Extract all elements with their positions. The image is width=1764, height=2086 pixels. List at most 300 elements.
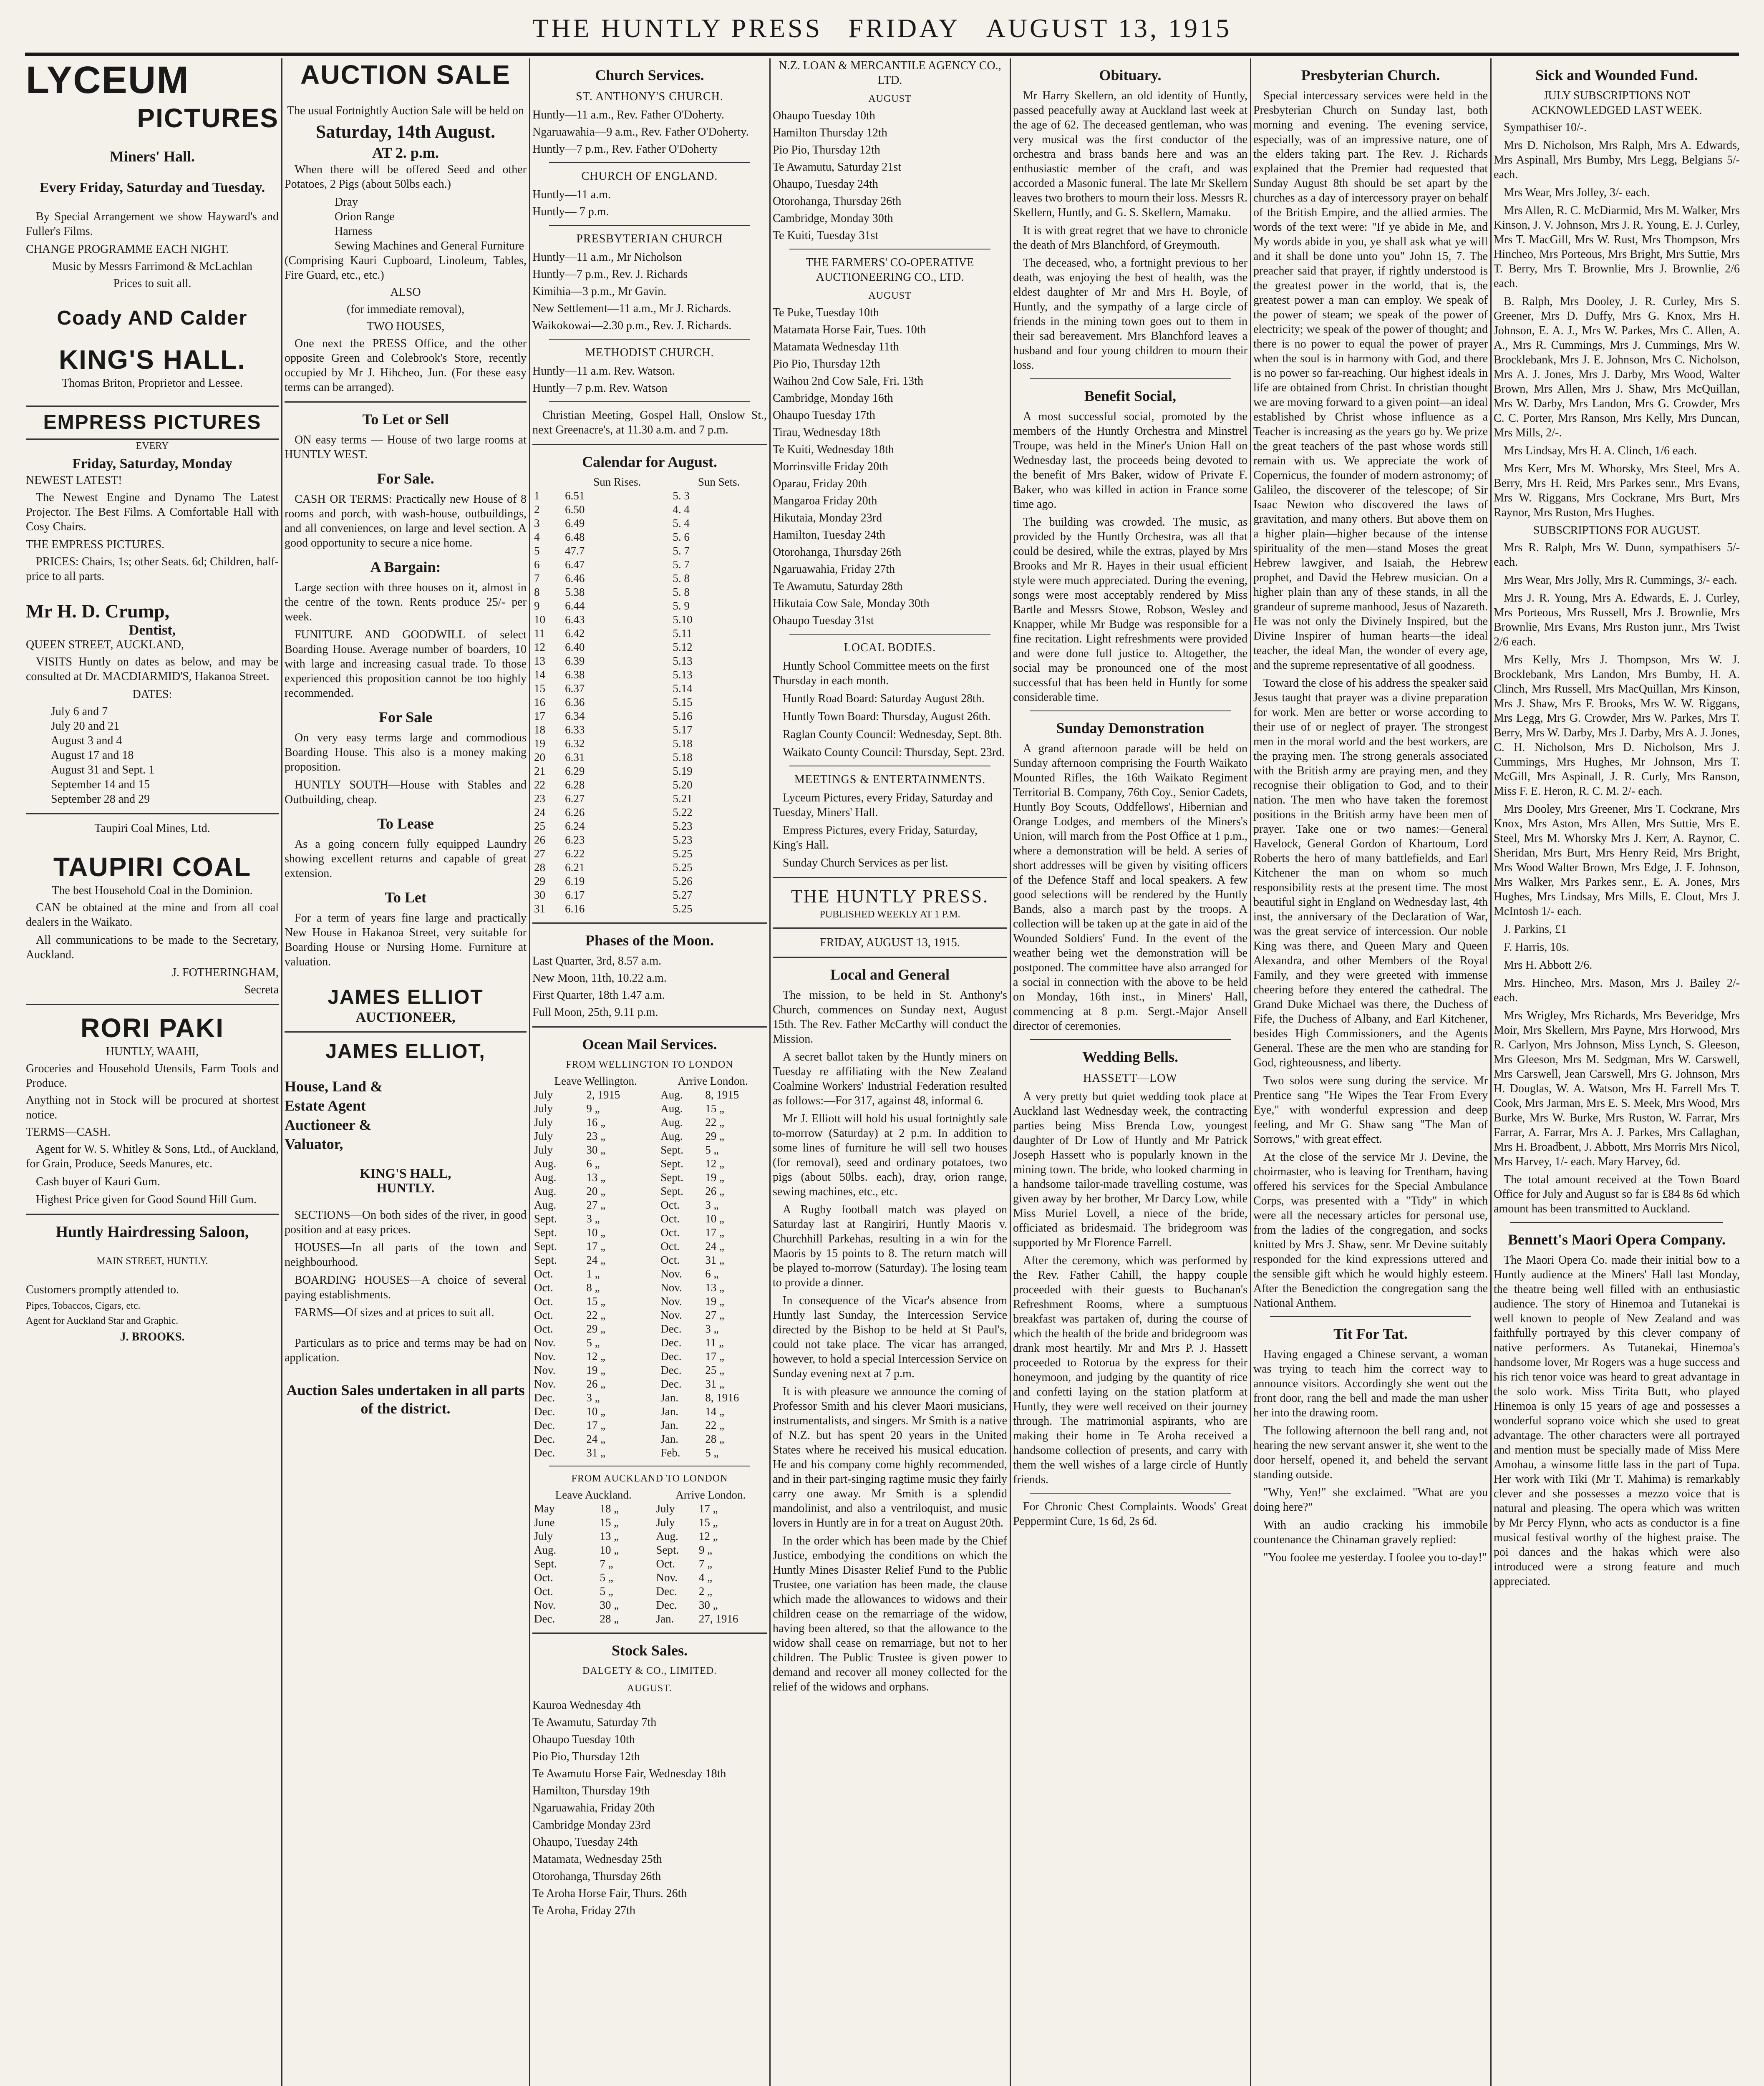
bennett-paragraph: The Maori Opera Co. made their initial bow to a Huntly audience at the Miners' Hall last Monday, the theatre being well filled with an enthusiastic audience. The story of Hinemoa and Tutanekai is well known to people of New Zealand and was faithfully portrayed by this clever company of native performers. As Tutanekai, Hinemoa's handsome lover, Mr Rogers was a huge success and his rich tenor voice was heard to great advantage in the solo work. Miss Tirita Butt, who played Hinemoa is only 15 years of age and possesses a wonderful soprano voice which she used to great advantage. The other characters were all portrayed and mention must be specially made of Miss Mere Amohau, a winsome little lass in the part of Tupa. Her work with Tiki (Mr T. Mahima) is remarkably clever and she possesses a mezzo voice that is natural and pleasing. The opera which was written by Mr Percy Flynn, who acts as conductor is a fine musical festival worthy of the highest praise. The poi dances and the hakas which were also introduced were a strong feature and much appreciated. [1494,1254,1740,1588]
saloon-street: MAIN STREET, HUNTLY. [96,1256,208,1267]
calendar-row [532,640,767,654]
lyceum-ad [26,58,279,291]
mail-row [532,1295,767,1308]
calendar-row [532,558,767,572]
calendar-col-sets: Sun Sets. [698,476,740,488]
calendar-row [532,778,767,792]
calendar-row-cell: 13 [534,655,545,667]
farmers-line: Pio Pio, Thursday 12th [773,358,880,370]
presbyterian-paragraph: At the close of the service Mr J. Devine, the choirmaster, who is leaving for Trentham, having offered his services for the Special Ambulance Corps, was presented with a "Tidy" in which were all the necessary articles for personal use, from the ladies of the congregation, and socks knitted by Mrs J. Shaw, senr. Mr Devine suitably responded for the kind expressions uttered and the sensible gift which he would highly esteem. After the Benediction the congregation sang the National Anthem. [1253,1151,1488,1310]
mail-row-cell: 25 „ [705,1364,724,1376]
church-line: Waikokowai—2.30 p.m., Rev. J. Richards. [532,319,732,332]
obituary-paragraph: It is with great regret that we have to chronicle the death of Mrs Blanchford, of Greymouth. [1013,224,1247,252]
meetings-lines [773,791,1007,870]
mail-row-cell: Nov. [534,1599,556,1611]
local-general-paragraph: Mr J. Elliott will hold his usual fortnightly sale to-morrow (Saturday) at 2 p.m. In addition to some lines of furniture he will sell two houses (for removal), seed and ordinary potatoes, two pigs (about 50lbs. each), dray, orion range, sewing machines, etc., etc. [773,1112,1007,1198]
sick-fund-paragraph: Mrs Kerr, Mrs M. Whorsky, Mrs Steel, Mrs A. Berry, Mrs H. Reid, Mrs Parkes senr., Mrs Evans, Mrs W. Riggans, Mrs Cockrane, Mrs Burt, Mrs Raynor, Mrs Ruston, Mrs Hughes. [1494,462,1740,519]
mail-row-cell: 5 „ [600,1585,613,1597]
nzloan-line: Ohaupo, Tuesday 24th [773,178,878,191]
calendar-row-cell: 6.47 [565,558,585,571]
mail-row-cell: Dec. [660,1323,682,1335]
mail-row-cell: Nov. [660,1267,682,1280]
crump-date: July 20 and 21 [51,720,120,733]
farmers-line: Morrinsville Friday 20th [773,460,888,473]
calendar-row [532,627,767,640]
calendar-row-cell: 5. 6 [673,531,690,543]
mail-row-cell: Nov. [660,1309,682,1321]
mail-row-cell: Nov. [534,1364,556,1376]
mail-row-cell: Aug. [534,1157,557,1170]
paper-date: FRIDAY, AUGUST 13, 1915. [820,936,960,949]
mail-row-cell: Sept. [660,1144,684,1156]
calendar-row-cell: 25 [534,820,545,832]
mail-row [532,1336,767,1350]
calendar-row-cell: 5.13 [673,668,693,681]
mail-row [532,1184,767,1198]
calendar-row-cell: 6.50 [565,503,585,516]
calendar-row [532,709,767,723]
benefit-paragraph: A most successful social, promoted by the members of the Huntly Orchestra and Minstrel Troupe, was held in the Miner's Union Hall on Wednesday last, the proceeds being devoted to the benefit of Mrs Baker, widow of Private F. Baker, who was killed in action in France some time ago. [1013,410,1247,511]
benefit-title: Benefit Social, [1084,388,1176,404]
church-line: Huntly—7 p.m., Rev. Father O'Doherty [532,143,718,156]
mail-row-cell: 2 „ [698,1585,713,1597]
mail-row-cell: 27, 1916 [698,1612,738,1625]
taupiri-tag: The best Household Coal in the Dominion. [52,884,253,897]
kings-hall-owner: Thomas Briton, Proprietor and Lessee. [62,377,243,390]
calendar-row-cell: 5.16 [673,710,693,722]
church-line: Huntly—7 p.m. Rev. Watson [532,382,668,395]
calendar-row-cell: 6.27 [565,792,585,805]
calendar-row [532,599,767,613]
mail-row [532,1171,767,1184]
calendar-row [532,503,767,516]
mail-row-cell: Jan. [660,1391,679,1404]
stock-title: Stock Sales. [611,1642,688,1659]
mail-row-cell: Jan. [660,1405,679,1418]
mail-row-cell: Oct. [656,1557,675,1570]
stock-subtitle: DALGETY & CO., LIMITED. [582,1665,717,1676]
mail-row-cell: Dec. [660,1364,682,1376]
church-england: CHURCH OF ENGLAND. [581,170,718,183]
moon-line: First Quarter, 18th 1.47 a.m. [532,989,665,1002]
empress-newest: NEWEST LATEST! [26,474,122,487]
calendar-row-cell: 5.18 [673,737,693,750]
mail-row-cell: Dec. [656,1585,677,1597]
mail-row-cell: 6 „ [586,1157,600,1170]
mail-row-cell: Sept. [534,1240,557,1252]
mail-row-cell: Dec. [534,1612,555,1625]
local-general-paragraph: In the order which has been made by the Chief Justice, embodying the conditions on which the Huntly Mines Disaster Relief Fund to the Public Trustee, one variation has been made, the clause which made the allowances to widows and their children cease on the remarriage of the widow, having been altered, so that the allowance to the widow shall cease on remarriage, but not to her children. The Public Trustee is given power to demand and recover all money collected for the relief of the widows and orphans. [773,1534,1007,1693]
calendar-row-cell: 47.7 [565,544,585,557]
farmers-line: Te Kuiti, Wednesday 18th [773,443,894,456]
local-general-paragraph: In consequence of the Vicar's absence from Huntly last Sunday, the Intercession Service directed by the Bishop to be held at St Paul's, could not take place. The vicar has arranged, however, to hold a special Intercession Service on Sunday evening next at 7 p.m. [773,1294,1007,1380]
mail-row-cell: 8 „ [586,1281,600,1294]
mail-row-cell: July [656,1516,675,1529]
lease-body: As a going concern fully equipped Laundry showing excellent returns and capable of great extension. [285,838,527,880]
calendar-col-rises: Sun Rises. [593,476,641,488]
mail-row-cell: Sept. [656,1544,679,1556]
farmers-month: AUGUST [868,290,912,301]
crump-role: Dentist, [129,622,176,638]
church-line: Huntly—11 a.m., Rev. Father O'Doherty. [532,108,724,121]
mail-row-cell: July [656,1502,675,1515]
taupiri-body: CAN be obtained at the mine and from all coal dealers in the Waikato. [26,901,279,929]
mail-col-arrive: Arrive London. [678,1075,748,1087]
calendar-row-cell: 31 [534,902,545,915]
mail-row-cell: 1 „ [586,1267,600,1280]
farmers-line: Otorohanga, Thursday 26th [773,546,902,559]
calendar-row-cell: 5. 4 [673,517,690,529]
mail-row-cell: Aug. [534,1199,557,1211]
mail-col-arrive2: Arrive London. [675,1489,746,1501]
mail-row-cell: 5 „ [705,1446,719,1459]
calendar-row-cell: 5.14 [673,682,693,695]
mail-row-cell: July [534,1116,553,1129]
local-bodies-line: Waikato County Council: Thursday, Sept. 23rd. [783,746,1005,759]
calendar-row-cell: 6.23 [565,834,585,846]
chest-ad: For Chronic Chest Complaints. Woods' Great Peppermint Cure, 1s 6d, 2s 6d. [1013,1500,1247,1528]
mail-row-cell: 12 „ [705,1157,724,1170]
mail-row [532,1198,767,1212]
mail-row-cell: 22 „ [705,1116,724,1129]
mail-row [532,1446,767,1460]
saloon-agent: Agent for Auckland Star and Graphic. [26,1315,179,1326]
calendar-row [532,585,767,599]
calendar-row-cell: 5. 7 [673,558,690,571]
column-divider [1250,58,1251,2086]
column-4 [773,58,1007,2086]
mail-row [532,1157,767,1171]
elliot2-line2: Estate Agent [285,1097,366,1114]
church-title: Church Services. [595,67,704,83]
farmers-line: Matamata Horse Fair, Tues. 10th [773,323,926,336]
calendar-row-cell: 5.38 [565,586,585,598]
mail-col-leave: Leave Wellington. [554,1075,637,1087]
mail-row-cell: 10 „ [600,1544,619,1556]
calendar-row [532,751,767,764]
calendar-row-cell: 5.11 [673,627,692,640]
crump-date: August 31 and Sept. 1 [51,763,155,776]
mail-row-cell: July [534,1144,553,1156]
calendar-row-cell: 5.18 [673,751,693,763]
crump-date: August 17 and 18 [51,749,134,762]
column-divider [529,58,530,2086]
mail-row [532,1240,767,1253]
mail-row-cell: 24 „ [586,1433,606,1445]
mail-row-cell: 23 „ [586,1130,606,1142]
moon-line: Full Moon, 25th, 9.11 p.m. [532,1006,658,1019]
calendar-row-cell: 6.37 [565,682,585,695]
lyceum-music: Music by Messrs Farrimond & McLachlan [52,260,252,273]
farmers-line: Te Puke, Tuesday 10th [773,306,879,319]
calendar-row-cell: 6.38 [565,668,585,681]
mail-row-cell: July [534,1530,553,1542]
calendar-row-cell: 19 [534,737,545,750]
mail-row-cell: July [534,1130,553,1142]
nzloan-line: Cambridge, Monday 30th [773,212,893,225]
local-general-paragraph: The mission, to be held in St. Anthony's Church, commences on Sunday next, August 15th. The Rev. Father McCarthy will conduct the Mission. [773,989,1007,1046]
calendar-row-cell: 6.49 [565,517,585,529]
mail-table [532,1074,767,1460]
stock-line: Te Awamutu Horse Fair, Wednesday 18th [532,1767,726,1780]
mail-table2 [532,1488,767,1626]
mail-row-cell: June [534,1516,555,1529]
mail-row-cell: 17 „ [698,1502,718,1515]
crump-dates [26,704,279,806]
mail-row-cell: Aug. [534,1544,557,1556]
mail-row-cell: Oct. [534,1585,553,1597]
mail-row [532,1516,767,1529]
lyceum-subtitle: PICTURES [137,103,279,133]
presbyterian-paragraph: Two solos were sung during the service. Mr Prentice sang "He Wipes the Tear From Every Eye," with wonderful expression and deep feeling, and Mr G. Shaw sang "The Man of Sorrows," with great effect. [1253,1074,1488,1146]
calendar-row-cell: 21 [534,765,545,777]
elliot2-boarding: BOARDING HOUSES—A choice of several paying establishments. [285,1274,527,1301]
taupiri-company: Taupiri Coal Mines, Ltd. [94,822,210,835]
farmers-line: Mangaroa Friday 20th [773,494,877,507]
calendar-row-cell: 12 [534,641,545,653]
mail-row-cell: 13 „ [600,1530,619,1542]
stock-line: Te Aroha Horse Fair, Thurs. 26th [532,1887,687,1900]
calendar-row-cell: 5. 8 [673,572,690,584]
farmers-line: Waihou 2nd Cow Sale, Fri. 13th [773,375,923,388]
sick-fund-paragraph: Mrs. Hincheo, Mrs. Mason, Mrs J. Bailey 2/- each. [1494,977,1740,1004]
auction-removal: (for immediate removal), [346,303,465,316]
calendar-row [532,682,767,695]
sunday-paragraph: A grand afternoon parade will be held on Sunday afternoon comprising the Fourth Waikato Mounted Rifles, the 16th Waikato Regiment Territorial B. Company, 76th Coy., Senior Cadets, Huntly Boy Scouts, Oddfellows', Hibernian and Orange Lodges, and members of the Miners's Union, will march from the Post Office at 1 p.m., where a demonstration will be held. A series of short addresses will be given by visiting officers of the Defence Staff and local speakers. A few good selections will be rendered by the Huntly Bands, also a march past by the troops. A collection will be taken up at the gate in aid of the Wounded Soldiers' Fund. In the event of the weather being wet the demonstration will be postponed. The committee have also arranged for a social in connection with the above to be held on Monday, 16th inst., in Miners' Hall, commencing at 8 p.m. Sergt.-Major Ansell director of ceremonies. [1013,742,1247,1033]
calendar-row-cell: 6.44 [565,600,585,612]
calendar-row [532,613,767,627]
calendar-row-cell: 6.51 [565,489,585,502]
mail-row-cell: 17 „ [586,1419,606,1431]
rori-paki-body2: Anything not in Stock will be procured at shortest notice. [26,1094,279,1121]
mail-row-cell: Sept. [534,1226,557,1239]
nzloan-line: Hamilton Thursday 12th [773,126,887,139]
church-line: Huntly—11 a.m. [532,188,611,201]
mail-row [532,1116,767,1129]
meetings-title: MEETINGS & ENTERTAINMENTS. [794,773,986,786]
calendar-row [532,819,767,833]
wedding-paragraph: After the ceremony, which was performed by the Rev. Father Cahill, the happy couple proceeded with their guests to Buchanan's Refreshment Rooms, where a sumptuous breakfast was partaken of, during the course of which the health of the bride and bridegroom was drank most heartily. Mr and Mrs P. J. Hassett proceeded to Rotorua by the express for their honeymoon, and judging by the quantity of rice and confetti laying on the station platform at Huntly, they were well received on their journey through. The matrimonial aspirants, who are making their home in Te Aroha received a handsome collection of presents, and carry with them the well wishes of a large circle of Huntly friends. [1013,1254,1247,1486]
mail-row-cell: 5 „ [705,1144,719,1156]
sick-fund-paragraph: Mrs J. R. Young, Mrs A. Edwards, E. J. Curley, Mrs Porteous, Mrs Russell, Mrs J. Brownlie, Mrs Brownlie, Mrs Evans, Mrs Ruston junr., Mrs Twist 2/6 each. [1494,592,1740,648]
mail-row-cell: 24 „ [586,1254,606,1266]
farmers-line: Hikutaia Cow Sale, Monday 30th [773,597,930,610]
presbyterian-paragraph: Special intercessary services were held in the Presbyterian Church on Sunday last, both morning and evening. The evening service, especially, was of an impressive nature, one of the elders taking part. The Rev. J. Richards explained that the Premier had requested that Sunday August 8th should be set apart by the churches as a day of intercessory prayer on behalf of the British Empire, and the allied armies. The words of the text were: "If ye abide in Me, and My words abide in you, ye shall ask what ye will and it shall be done unto you" John 15, 7. The preacher said that prayer, if rightly understood is the greatest power in the world, that is, the greatest power a man can employ. We speak of the power of steam; we speak of the power of electricity; we speak of the power of thought; and there is no power to equal the power of prayer when the soul is in harmony with God, and there is no power so far-reaching. Our highest ideals in life are obtained from Christ. In christian thought we are moving forward to a given point—an ideal established by Christ whose influence as a Teacher is increasing as the years go by. We prize the great teachers of the past whose words still remain with us. We appreciate the work of Copernicus, the founder of modern astronomy; of Galileo, the discoverer of the telescope; of Sir Isaac Newton who discovered the laws of gravitation, and many others. But above them on a higher plain—higher because of the intense spirituality of the men—stand Moses the great Hebrew lawgiver, and Isaiah, the Hebrew prophet, and David the Hebrew musician. On a higher plain than any of these stands, in all the grandeur of supreme manhood, Jesus of Nazareth. He was not only the Divinely Inspired, but the Divine Inspirer of human hearts—the ideal teacher, the ideal Man, the wonder of every age, and the supreme representative of all goodness. [1253,89,1488,672]
mail-row-cell: Oct. [534,1309,553,1321]
church-gospel: Christian Meeting, Gospel Hall, Onslow St., next Greenacre's, at 11.30 a.m. and 7 p.m. [532,409,767,436]
mail-row-cell: 13 „ [586,1171,606,1184]
mail-row-cell: 26 „ [705,1185,724,1197]
calendar-row-cell: 8 [534,586,540,598]
sick-fund-subtitle: JULY SUBSCRIPTIONS NOT ACKNOWLEDGED LAST WEEK. [1531,89,1702,117]
taupiri-signature-role: Secreta [244,983,279,996]
mail-rows [532,1088,767,1460]
paper-sub: PUBLISHED WEEKLY AT 1 P.M. [819,909,960,920]
sunday-body [1013,741,1247,1033]
mail-row [532,1253,767,1267]
calendar-row-cell: 6.19 [565,875,585,887]
wedding-paragraph: A very pretty but quiet wedding took place at Auckland last Wednesday week, the contracting parties being Miss Brenda Low, youngest daughter of Dr Low of Huntly and Mr Patrick Joseph Hassett who is popularly known in the mining town. The bride, who looked charming in a handsome tailor-made travelling costume, was given away by her brother, Mr Darcy Low, while Miss Muriel Lovell, a niece of the bride, officiated as bridesmaid. The bridegroom was supported by Mr Florence Farrell. [1013,1090,1247,1249]
calendar-row [532,764,767,778]
calendar-row-cell: 6.34 [565,710,585,722]
for-sale-title: For Sale. [377,470,434,487]
mail-row [532,1212,767,1226]
calendar-row-cell: 15 [534,682,545,695]
auction-intro: The usual Fortnightly Auction Sale will be held on [287,104,524,117]
local-bodies-line: Huntly Town Board: Thursday, August 26th. [783,710,991,723]
calendar-row-cell: 5.10 [673,613,693,626]
mail-row-cell: 13 „ [705,1281,724,1294]
calendar-row [532,723,767,737]
calendar-row-cell: 11 [534,627,545,640]
calendar-row [532,695,767,709]
wedding-subtitle: HASSETT—LOW [1083,1072,1177,1085]
calendar-row-cell: 28 [534,861,545,874]
sick-fund-paragraph: Mrs D. Nicholson, Mrs Ralph, Mrs A. Edwards, Mrs Aspinall, Mrs Bumby, Mrs Legg, Belgians 5/- each. [1494,139,1740,181]
calendar-row-cell: 20 [534,751,545,763]
column-divider [281,58,282,2086]
mail-row-cell: Nov. [660,1295,682,1308]
auction-houses-body: One next the PRESS Office, and the other opposite Green and Colebrook's Store, recently occupied by Mr J. Hihcheo, Jun. (For these easy terms can be arranged). [285,337,527,394]
mail-row [532,1571,767,1585]
farmers-line: Ohaupo Tuesday 31st [773,614,874,627]
tit-for-tat-paragraph: "Why, Yen!" she exclaimed. "What are you doing here?" [1253,1486,1488,1514]
empress-every: EVERY [136,441,169,451]
calendar-row-cell: 6.40 [565,641,585,653]
saloon-customers: Customers promptly attended to. [26,1283,179,1296]
mail-row-cell: Sept. [534,1254,557,1266]
mail-row [532,1377,767,1391]
rori-paki-title: RORI PAKI [81,1013,224,1043]
calendar-row-cell: 6.29 [565,765,585,777]
masthead-paper: THE HUNTLY PRESS [532,13,823,43]
mail-row-cell: Oct. [660,1240,680,1252]
mail-row-cell: Sept. [660,1157,684,1170]
obituary-title: Obituary. [1099,67,1162,83]
farmers-line: Te Awamutu, Saturday 28th [773,580,903,593]
mail-row-cell: Nov. [660,1281,682,1294]
calendar-row-cell: 30 [534,889,545,901]
nzloan-line: Te Awamutu, Saturday 21st [773,161,902,174]
calendar-row-cell: 5.21 [673,792,693,805]
calendar-row-cell: 5.22 [673,806,693,819]
lyceum-body: By Special Arrangement we show Hayward's and Fuller's Films. [26,210,279,238]
rori-paki-highest: Highest Price given for Good Sound Hill Gum. [36,1193,257,1206]
calendar-row-cell: 6.48 [565,531,585,543]
mail-row-cell: Sept. [660,1171,684,1184]
calendar-row-cell: 29 [534,875,545,887]
mail-row-cell: 11 „ [705,1336,724,1349]
calendar-row-cell: 6.39 [565,655,585,667]
mail-subtitle: FROM WELLINGTON TO LONDON [566,1059,733,1070]
mail-row-cell: 3 „ [586,1391,600,1404]
mail-row-cell: 16 „ [586,1116,606,1129]
stock-line: Te Awamutu, Saturday 7th [532,1716,657,1729]
sick-fund-paragraph: Mrs R. Ralph, Mrs W. Dunn, sympathisers 5/- each. [1494,541,1740,569]
bargain-body1: Large section with three houses on it, almost in the centre of the town. Rents produce 25/- per week. [285,581,527,623]
mail-row-cell: 19 „ [705,1171,724,1184]
crump-name: Mr H. D. Crump, [26,600,170,622]
lyceum-prices: Prices to suit all. [113,277,192,290]
calendar-row-cell: 6.17 [565,889,585,901]
farmers-line: Tirau, Wednesday 18th [773,426,881,439]
mail-row-cell: 31 „ [705,1254,724,1266]
calendar-row [532,861,767,874]
mail-row-cell: 10 „ [705,1212,724,1225]
mail-row-cell: May [534,1502,555,1515]
auction-also: ALSO [390,286,421,299]
calendar-row-cell: 24 [534,806,545,819]
mail-row-cell: 8, 1916 [705,1391,739,1404]
calendar-row [532,489,767,503]
mail-row-cell: 30 „ [698,1599,718,1611]
elliot2-hall: KING'S HALL, [360,1166,451,1181]
calendar-row-cell: 10 [534,613,545,626]
church-line: Huntly—11 a.m. Rev. Watson. [532,365,675,378]
church-line: Huntly— 7 p.m. [532,205,609,218]
farmers-line: Ngaruawahia, Friday 27th [773,563,895,576]
mail-row-cell: 10 „ [586,1405,606,1418]
calendar-row-cell: 6.28 [565,778,585,791]
mail-row-cell: 20 „ [586,1185,606,1197]
empress-days: Friday, Saturday, Monday [72,456,232,471]
calendar-row-cell: 6.43 [565,613,585,626]
mail-row-cell: 22 „ [586,1309,606,1321]
bargain-title: A Bargain: [370,559,441,575]
stock-month: AUGUST. [627,1683,673,1694]
mail-row-cell: Dec. [534,1419,555,1431]
for-sale-body: CASH OR TERMS: Practically new House of 8 rooms and porch, with wash-house, outbuildings, and all conveniences, on large and level section. A good opportunity to secure a nice home. [285,493,527,549]
mail-row [532,1543,767,1557]
stock-line: Cambridge Monday 23rd [532,1819,651,1832]
mail-row-cell: 3 „ [586,1212,600,1225]
moon-line: New Moon, 11th, 10.22 a.m. [532,972,667,985]
auction-item: Harness [335,225,373,238]
sick-fund-paragraph: Mrs Dooley, Mrs Greener, Mrs T. Cockrane, Mrs Knox, Mrs Aston, Mrs Allen, Mrs Suttie, Mrs E. Steel, Mrs M. Whorsky Mrs J. Kerr, A. Raynor, C. Sheridan, Mrs Burt, Mrs Henry Reid, Mrs Bright, Mrs Wood Walter Brown, Mrs Edge, J. F. Johnson, Mrs Walker, Mrs Parkes senr., E. A. Jones, Mrs Hughes, Mrs Lindsay, Mrs Mills, E. Clout, Mrs J. McIntosh 1/- each. [1494,803,1740,918]
mail-row-cell: Nov. [534,1350,556,1363]
mail-row-cell: 30 „ [600,1599,619,1611]
calendar-row-cell: 5.25 [673,861,693,874]
mail-row-cell: Sept. [534,1212,557,1225]
column-5 [1013,58,1247,2086]
mail-row-cell: Nov. [534,1336,556,1349]
mail-row-cell: 31 „ [705,1378,724,1390]
empress-prices: PRICES: Chairs, 1s; other Seats. 6d; Children, half-price to all parts. [26,555,279,583]
saloon-name: J. BROOKS. [120,1330,185,1343]
mail-row-cell: Dec. [534,1433,555,1445]
mail-row-cell: Sept. [534,1557,557,1570]
mail-row-cell: Aug. [660,1088,683,1101]
coady-calder-title: Coady AND Calder [57,307,248,329]
mail-row-cell: Aug. [534,1171,557,1184]
empress-body: The Newest Engine and Dynamo The Latest Projector. The Best Films. A Comfortable Hall with Cosy Chairs. [26,491,279,533]
sick-fund-body [1494,120,1740,520]
calendar-row-cell: 16 [534,696,545,708]
mail-row-cell: 12 „ [586,1350,606,1363]
mail-row-cell: Dec. [660,1336,682,1349]
nzloan-line: Te Kuiti, Tuesday 31st [773,229,879,242]
mail-col-leave2: Leave Auckland. [555,1489,632,1501]
taupiri-signature: J. FOTHERINGHAM, [172,966,279,979]
mail-row-cell: July [534,1088,553,1101]
rori-paki-agent: Agent for W. S. Whitley & Sons, Ltd., of Auckland, for Grain, Produce, Seeds Manures, etc. [26,1143,279,1170]
sick-fund-paragraph: B. Ralph, Mrs Dooley, J. R. Curley, Mrs S. Greener, Mrs D. Duffy, Mrs G. Knox, Mrs H. Johnson, E. A. J., Mrs W. Parkes, Mrs C. Allen, A. A., Mrs R. Cummings, Mrs J. Cummings, Mrs W. Brocklebank, Mrs J. E. Johnson, Mrs C. Nicholson, Mrs A. J. Jones, Mrs J. Darby, Mrs Wood, Walter Brown, Mrs Allen, Mrs J. Shaw, Mrs McQuillan, Mrs W. Darby, Mrs Landon, Mrs G. Crowder, Mrs C. C. Porter, Mrs Ranson, Mrs Kelly, Mrs Duncan, Mrs Mills, 2/-. [1494,295,1740,439]
farmers-line: Matamata Wednesday 11th [773,340,899,353]
lease-title: To Lease [377,815,434,832]
mail-row-cell: Nov. [656,1571,678,1584]
elliot2-line4: Valuator, [285,1136,343,1152]
elliot2-town: HUNTLY. [376,1180,435,1195]
